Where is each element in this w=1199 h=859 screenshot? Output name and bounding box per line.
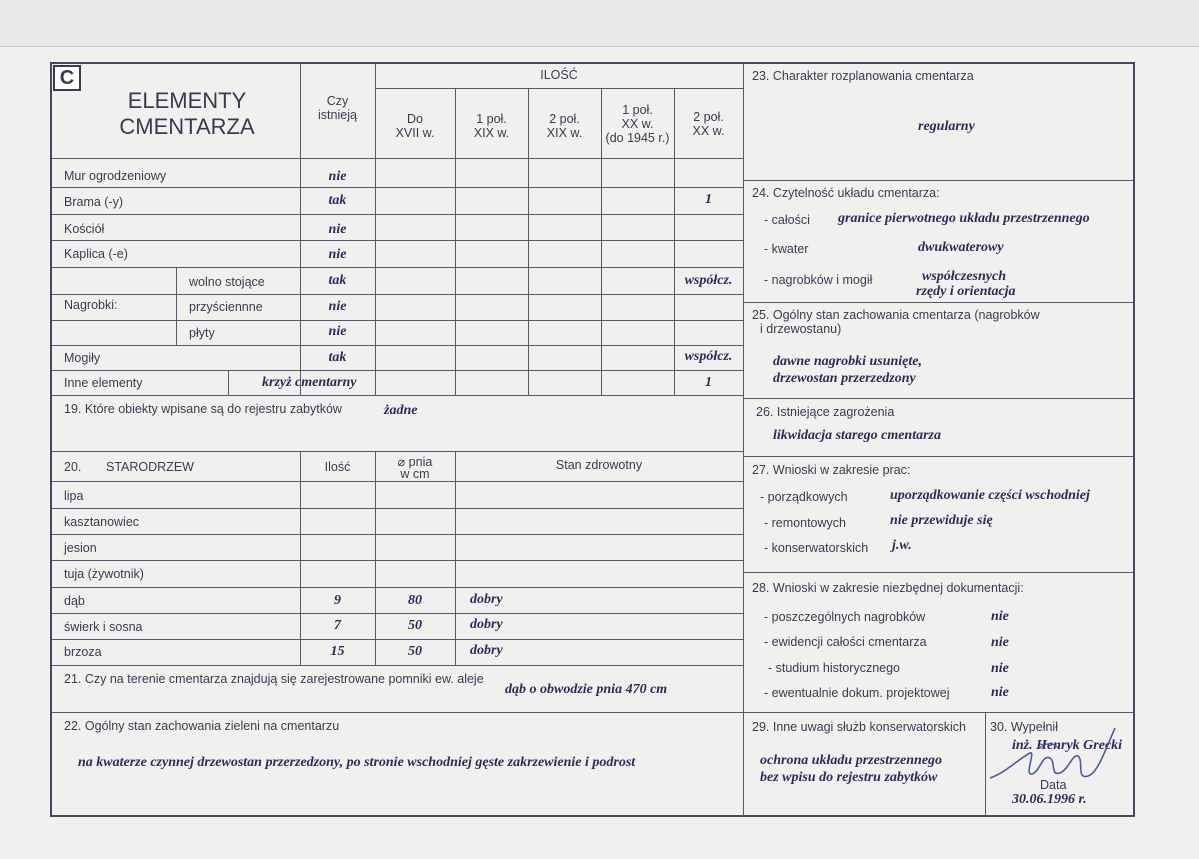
period-1-l2: XVII w. bbox=[395, 126, 435, 140]
period-4-l3: (do 1945 r.) bbox=[605, 131, 670, 145]
tree-name: tuja (żywotnik) bbox=[64, 567, 144, 581]
q21-answer: dąb o obwodzie pnia 470 cm bbox=[505, 682, 668, 697]
tree-name: kasztanowiec bbox=[64, 515, 140, 529]
q25-label-2: i drzewostanu) bbox=[760, 322, 842, 336]
q24-item-answer: granice pierwotnego układu przestrzennego bbox=[838, 211, 1090, 226]
trees-health-header: Stan zdrowotny bbox=[555, 458, 643, 472]
grid-line bbox=[176, 294, 300, 295]
tree-name: dąb bbox=[64, 594, 85, 608]
q29-label: 29. Inne uwagi służb konserwatorskich bbox=[752, 720, 967, 734]
element-label: wolno stojące bbox=[189, 275, 265, 289]
element-exists: nie bbox=[328, 169, 347, 184]
q24-item-label: - kwater bbox=[764, 242, 809, 256]
q25-label-1: 25. Ogólny stan zachowania cmentarza (nagrobków bbox=[752, 308, 1040, 322]
element-label: Kościół bbox=[64, 222, 105, 236]
period-3-l2: XIX w. bbox=[546, 126, 583, 140]
tree-name: brzoza bbox=[64, 645, 102, 659]
element-exists: nie bbox=[328, 324, 347, 339]
q27-label: 27. Wnioski w zakresie prac: bbox=[752, 463, 911, 477]
q24-item-label: - nagrobków i mogił bbox=[764, 273, 873, 287]
tree-diam: 50 bbox=[408, 618, 422, 633]
grid-line bbox=[52, 587, 743, 588]
period-5-l1: 2 poł. bbox=[693, 110, 724, 124]
q26-answer: likwidacja starego cmentarza bbox=[773, 428, 941, 443]
grid-line bbox=[743, 180, 1133, 181]
grid-line bbox=[52, 639, 743, 640]
tree-name: lipa bbox=[64, 489, 84, 503]
grid-line bbox=[743, 398, 1133, 399]
tree-diam: 50 bbox=[408, 644, 422, 659]
q29-answer-1: ochrona układu przestrzennego bbox=[760, 753, 943, 768]
grid-line bbox=[743, 456, 1133, 457]
grid-line bbox=[52, 267, 743, 268]
q23-answer: regularny bbox=[918, 119, 975, 134]
q28-item-answer: nie bbox=[991, 661, 1009, 676]
element-label: Mur ogrodzeniowy bbox=[64, 169, 167, 183]
grid-line bbox=[52, 395, 743, 396]
section-title-line1: ELEMENTY bbox=[127, 88, 247, 113]
q19-label: 19. Które obiekty wpisane są do rejestru zabytków bbox=[64, 402, 342, 416]
q23-label: 23. Charakter rozplanowania cmentarza bbox=[752, 69, 974, 83]
signature bbox=[980, 718, 1130, 793]
element-qty: 1 bbox=[705, 192, 712, 207]
tree-count: 7 bbox=[334, 618, 341, 633]
q30-date: 30.06.1996 r. bbox=[1012, 792, 1087, 807]
grid-line bbox=[52, 451, 743, 452]
grid-line bbox=[176, 320, 300, 321]
q28-item-answer: nie bbox=[991, 609, 1009, 624]
q21-label: 21. Czy na terenie cmentarza znajdują się zarejestrowane pomniki ew. aleje bbox=[64, 672, 484, 686]
q27-item-label: - konserwatorskich bbox=[764, 541, 869, 555]
grid-line bbox=[52, 508, 743, 509]
grid-line bbox=[375, 88, 743, 89]
section-title-line2: CMENTARZA bbox=[119, 114, 255, 139]
grid-line bbox=[52, 665, 743, 666]
grid-line bbox=[52, 214, 743, 215]
element-qty: 1 bbox=[705, 375, 712, 390]
grid-line bbox=[228, 370, 229, 395]
q28-item-label: - ewidencji całości cmentarza bbox=[764, 635, 927, 649]
grid-line bbox=[52, 534, 743, 535]
element-qty: współcz. bbox=[684, 349, 733, 364]
header-exists-2: istnieją bbox=[318, 108, 357, 122]
grid-line bbox=[52, 320, 743, 321]
tree-count: 9 bbox=[334, 593, 341, 608]
grid-line bbox=[52, 712, 743, 713]
period-1-l1: Do bbox=[407, 112, 423, 126]
q28-item-label: - ewentualnie dokum. projektowej bbox=[764, 686, 950, 700]
q24-item-answer: dwukwaterowy bbox=[918, 240, 1004, 255]
form-frame bbox=[50, 62, 1135, 817]
q28-label: 28. Wnioski w zakresie niezbędnej dokumentacji: bbox=[752, 581, 1024, 595]
element-exists: nie bbox=[328, 299, 347, 314]
q28-item-label: - studium historycznego bbox=[768, 661, 901, 675]
header-exists-1: Czy bbox=[326, 94, 349, 108]
grid-line bbox=[176, 267, 177, 345]
period-2-l1: 1 poł. bbox=[476, 112, 507, 126]
element-exists: krzyż cmentarny bbox=[262, 375, 357, 390]
element-label: płyty bbox=[189, 326, 215, 340]
element-label: Kaplica (-e) bbox=[64, 247, 128, 261]
trees-count-header: Ilość bbox=[324, 460, 351, 474]
grid-line bbox=[743, 63, 744, 816]
element-exists: tak bbox=[328, 350, 347, 365]
grid-line bbox=[743, 302, 1133, 303]
q28-item-answer: nie bbox=[991, 685, 1009, 700]
grid-line bbox=[52, 613, 743, 614]
section-letter-box: C bbox=[53, 65, 81, 91]
q24-label: 24. Czytelność układu cmentarza: bbox=[752, 186, 940, 200]
trees-num: 20. bbox=[64, 460, 82, 474]
period-4-l2: XX w. bbox=[621, 117, 654, 131]
q27-item-label: - porządkowych bbox=[760, 490, 848, 504]
grid-line bbox=[52, 481, 743, 482]
tree-health: dobry bbox=[470, 617, 503, 632]
q24-item-label: - całości bbox=[764, 213, 810, 227]
trees-diam-header-2: w cm bbox=[400, 467, 430, 481]
q30-name: inż. Henryk Grecki bbox=[1012, 738, 1123, 753]
tree-diam: 80 bbox=[408, 593, 422, 608]
q26-label: 26. Istniejące zagrożenia bbox=[756, 405, 895, 419]
grid-line bbox=[52, 345, 743, 346]
q22-label: 22. Ogólny stan zachowania zieleni na cmentarzu bbox=[64, 719, 340, 733]
tree-health: dobry bbox=[470, 643, 503, 658]
header-quantity: ILOŚĆ bbox=[540, 68, 578, 82]
grid-line bbox=[52, 158, 743, 159]
period-2-l2: XIX w. bbox=[473, 126, 510, 140]
element-exists: tak bbox=[328, 273, 347, 288]
q25-answer-1: dawne nagrobki usunięte, bbox=[773, 354, 922, 369]
q28-item-label: - poszczególnych nagrobków bbox=[764, 610, 926, 624]
element-exists: tak bbox=[328, 193, 347, 208]
tree-name: świerk i sosna bbox=[64, 620, 143, 634]
q30-date-label: Data bbox=[1040, 778, 1067, 792]
element-label: Brama (-y) bbox=[64, 195, 124, 209]
q27-item-answer: nie przewiduje się bbox=[890, 513, 993, 528]
element-label: Mogiły bbox=[64, 351, 101, 365]
tree-name: jesion bbox=[64, 541, 97, 555]
tree-count: 15 bbox=[330, 644, 345, 659]
q30-label: 30. Wypełnił bbox=[990, 720, 1058, 734]
element-exists: nie bbox=[328, 247, 347, 262]
period-4-l1: 1 poł. bbox=[622, 103, 653, 117]
period-5-l2: XX w. bbox=[692, 124, 725, 138]
q28-item-answer: nie bbox=[991, 635, 1009, 650]
grid-line bbox=[455, 451, 456, 665]
element-exists: nie bbox=[328, 222, 347, 237]
grid-line bbox=[52, 240, 743, 241]
grid-line bbox=[52, 560, 743, 561]
trees-diam-header-1: ⌀ pnia bbox=[397, 455, 433, 469]
gravestones-label: Nagrobki: bbox=[64, 298, 118, 312]
q22-answer: na kwaterze czynnej drzewostan przerzedzony, po stronie wschodniej gęste zakrzewienie i podrost bbox=[78, 755, 636, 770]
tree-health: dobry bbox=[470, 592, 503, 607]
q29-answer-2: bez wpisu do rejestru zabytków bbox=[760, 770, 938, 785]
q27-item-label: - remontowych bbox=[764, 516, 846, 530]
grid-line bbox=[52, 370, 743, 371]
q25-answer-2: drzewostan przerzedzony bbox=[773, 371, 916, 386]
q19-answer: żadne bbox=[384, 403, 418, 418]
q24-item-answer: współczesnych bbox=[922, 269, 1006, 284]
element-label: Inne elementy bbox=[64, 376, 143, 390]
grid-line bbox=[52, 294, 743, 295]
period-3-l1: 2 poł. bbox=[549, 112, 580, 126]
top-paper-strip bbox=[0, 0, 1199, 47]
element-qty: współcz. bbox=[684, 273, 733, 288]
grid-line bbox=[52, 187, 743, 188]
q27-item-answer: j.w. bbox=[892, 538, 912, 553]
grid-line bbox=[743, 712, 1133, 713]
trees-title: STARODRZEW bbox=[106, 460, 194, 474]
grid-line bbox=[743, 572, 1133, 573]
element-label: przyściennne bbox=[189, 300, 263, 314]
q24-item-answer2: rzędy i orientacja bbox=[916, 284, 1016, 299]
q27-item-answer: uporządkowanie części wschodniej bbox=[890, 488, 1090, 503]
